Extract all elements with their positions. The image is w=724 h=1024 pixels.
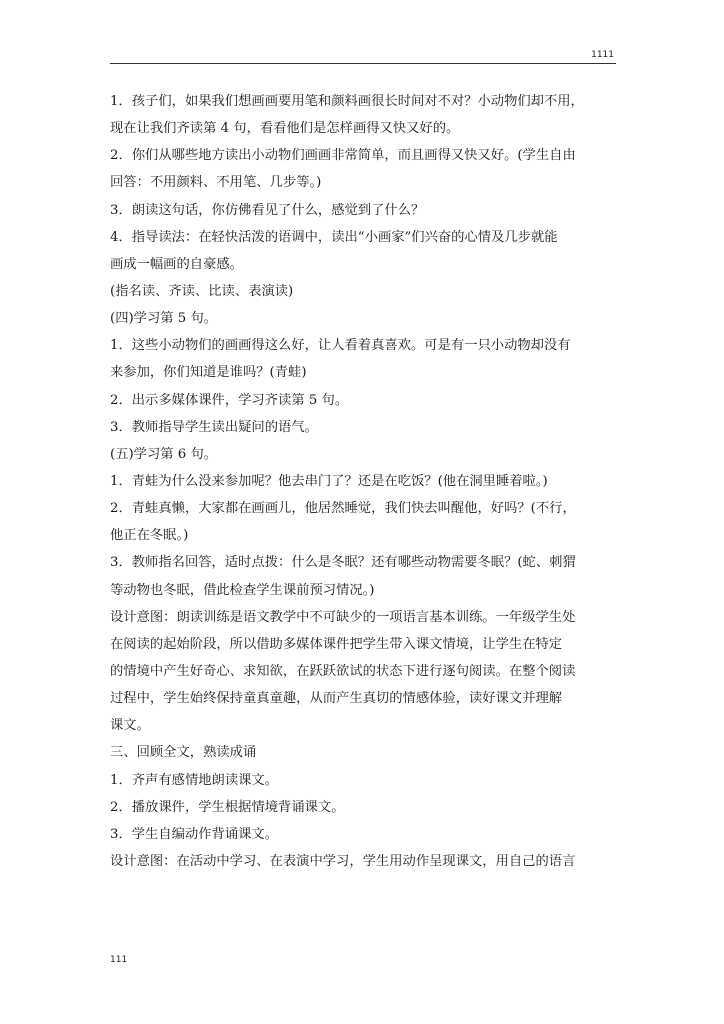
footer-page-number: 111 (110, 955, 128, 965)
text-line: 2．青蛙真懒，大家都在画画儿，他居然睡觉，我们快去叫醒他，好吗？(不行， (110, 501, 576, 517)
text-line: 1．孩子们，如果我们想画画要用笔和颜料画很长时间对不对？小动物们却不用， (110, 94, 584, 109)
text-line: 现在让我们齐读第 4 句，看看他们是怎样画得又快又好的。 (110, 121, 460, 137)
section-heading: (五)学习第 6 句。 (110, 446, 218, 462)
text-line: 画成一幅画的自豪感。 (110, 256, 243, 272)
section-heading: (四)学习第 5 句。 (110, 311, 218, 327)
text-line: 过程中，学生始终保持童真童趣，从而产生真切的情感体验，读好课文并理解 (110, 691, 563, 707)
header-divider (110, 63, 616, 64)
design-intent-paragraph: 设计意图：在活动中学习、在表演中学习，学生用动作呈现课文，用自己的语言 (110, 853, 576, 869)
section-heading: 三、回顾全文，熟读成诵 (110, 745, 257, 761)
text-line: 4．指导读法：在轻快活泼的语调中，读出“小画家”们兴奋的心情及几步就能 (110, 229, 558, 245)
text-line: 1．青蛙为什么没来参加呢？他去串门了？还是在吃饭？(他在洞里睡着啦。) (110, 473, 548, 489)
header-page-number: 1111 (591, 50, 614, 60)
text-line: 2．播放课件，学生根据情境背诵课文。 (110, 799, 345, 815)
text-line: 3．教师指名回答，适时点拨：什么是冬眠？还有哪些动物需要冬眠？(蛇、刺猬 (110, 555, 576, 571)
text-line: 的情境中产生好奇心、求知欲，在跃跃欲试的状态下进行逐句阅读。在整个阅读 (110, 663, 576, 679)
text-line: 在阅读的起始阶段，所以借助多媒体课件把学生带入课文情境，让学生在特定 (110, 636, 563, 652)
text-line: 3．学生自编动作背诵课文。 (110, 826, 279, 842)
text-line: 2．出示多媒体课件，学习齐读第 5 句。 (110, 392, 349, 408)
document-body (110, 88, 616, 875)
text-line: 3．教师指导学生读出疑问的语气。 (110, 419, 318, 435)
text-line: 来参加，你们知道是谁吗？(青蛙) (110, 365, 307, 381)
design-intent-paragraph: 设计意图：朗读训练是语文教学中不可缺少的一项语言基本训练。一年级学生处 (110, 609, 576, 625)
text-line: 3．朗读这句话，你仿佛看见了什么，感觉到了什么？ (110, 202, 425, 218)
text-line: 1．这些小动物们的画画得这么好，让人看着真喜欢。可是有一只小动物却没有 (110, 338, 571, 354)
text-line: 等动物也冬眠，借此检查学生课前预习情况。) (110, 582, 375, 598)
text-line: 课文。 (110, 718, 150, 734)
text-line: 他正在冬眠。) (110, 528, 189, 544)
text-line: 2．你们从哪些地方读出小动物们画画非常简单，而且画得又快又好。(学生自由 (110, 148, 576, 164)
text-line: 回答：不用颜料、不用笔、几步等。) (110, 175, 322, 191)
text-line: 1．齐声有感情地朗读课文。 (110, 772, 279, 788)
text-line: (指名读、齐读、比读、表演读) (110, 283, 294, 299)
